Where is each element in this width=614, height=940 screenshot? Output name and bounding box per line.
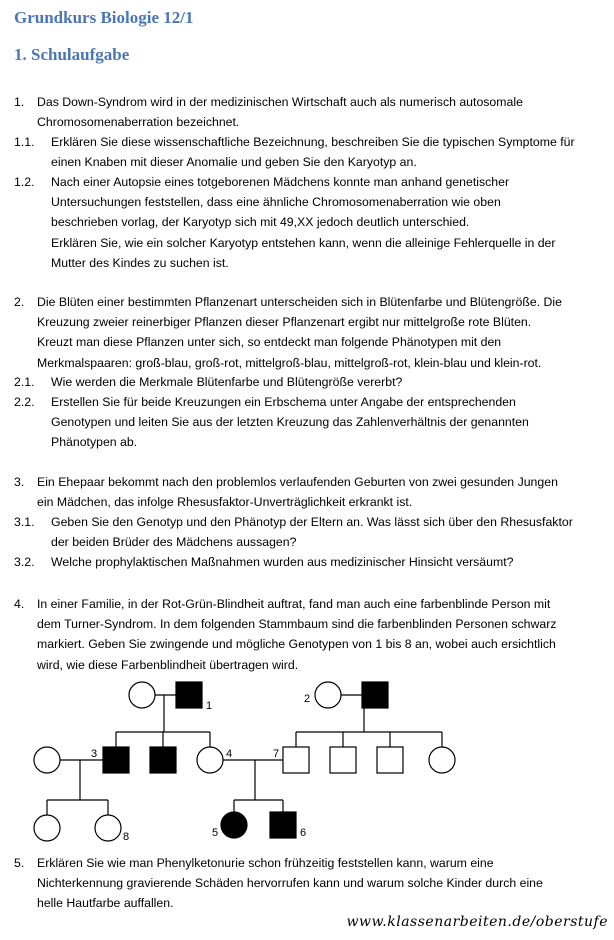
question-line: dem Turner-Syndrom. In dem folgenden Stammbaum sind die farbenblinden Personen schwarz xyxy=(37,617,557,632)
pedigree-label-6: 6 xyxy=(300,827,307,839)
question-number: 1. xyxy=(14,95,25,109)
question-number: 3.2. xyxy=(14,555,35,569)
question-line: Nach einer Autopsie eines totgeborenen Mädchens konnte man anhand genetischer xyxy=(51,175,510,189)
question-line: Das Down-Syndrom wird in der medizinischen Wirtschaft auch als numerisch autosomale xyxy=(37,95,523,109)
question-number: 2.1. xyxy=(14,375,35,389)
question-text xyxy=(51,132,575,172)
question-line: Nichterkennung gravierende Schäden hervorrufen kann und warum solche Kinder durch eine xyxy=(37,876,543,891)
question-line: Mutter des Kindes zu suchen ist. xyxy=(51,255,229,270)
question-line: Geben Sie den Genotyp und den Phänotyp der Eltern an. Was lässt sich über den Rhesusfaktor xyxy=(51,515,573,529)
pedigree-male-gen1-right xyxy=(362,682,388,708)
question-number: 1.2. xyxy=(14,175,35,189)
pedigree-male-gen2-c xyxy=(377,747,403,773)
pedigree-chart xyxy=(0,672,614,842)
question-line: Chromosomenaberration bezeichnet. xyxy=(37,115,240,130)
pedigree-female-gen1-left xyxy=(129,682,155,708)
pedigree-female-gen3-a xyxy=(34,815,60,841)
question-text xyxy=(51,552,513,572)
course-title: Grundkurs Biologie 12/1 xyxy=(14,8,194,27)
question-text xyxy=(51,172,555,273)
exam-title: 1. Schulaufgabe xyxy=(14,45,130,64)
question-line: Erklären Sie diese wissenschaftliche Bezeichnung, beschreiben Sie die typischen Symptome für xyxy=(51,135,575,149)
question-line: Erklären Sie wie man Phenylketonurie schon frühzeitig feststellen kann, warum eine xyxy=(37,856,494,870)
question-line: Merkmalspaaren: groß-blau, groß-rot, mittelgroß-blau, mittelgroß-rot, klein-blau und klein-rot. xyxy=(37,355,542,370)
question-line: Erstellen Sie für beide Kreuzungen ein Erbschema unter Angabe der entsprechenden xyxy=(51,395,516,409)
question-line: Erklären Sie, wie ein solcher Karyotyp entstehen kann, wenn die alleinige Fehlerquelle in der xyxy=(51,235,556,250)
question-line: In einer Familie, in der Rot-Grün-Blindheit auftrat, fand man auch eine farbenblinde Person mit xyxy=(37,597,551,611)
question-text xyxy=(51,392,529,453)
question-line: Kreuzung zweier reinerbiger Pflanzen dieser Pflanzenart ergibt nur mittelgroße rote Blüten. xyxy=(37,315,532,330)
question-number: 1.1. xyxy=(14,135,35,149)
question-text xyxy=(51,512,573,552)
question-line: Untersuchungen feststellen, dass eine ähnliche Chromosomenaberration wie oben xyxy=(51,195,501,210)
pedigree-label-7: 7 xyxy=(273,748,280,760)
question-number: 3. xyxy=(14,475,25,489)
question-line: helle Hautfarbe auffallen. xyxy=(37,896,174,911)
question-line: beschrieben vorlag, der Karyotyp sich mit 49,XX jedoch deutlich unterschied. xyxy=(51,215,470,230)
question-line: Die Blüten einer bestimmten Pflanzenart unterscheiden sich in Blütenfarbe und Blütengröße. Die xyxy=(37,295,562,309)
pedigree-female-4 xyxy=(197,747,223,773)
pedigree-label-5: 5 xyxy=(212,827,219,839)
question-line: Ein Ehepaar bekommt nach den problemlos verlaufenden Geburten von zwei gesunden Jungen xyxy=(37,475,558,489)
pedigree-female-8 xyxy=(95,815,121,841)
question-line: einen Knaben mit dieser Anomalie und geben Sie den Karyotyp an. xyxy=(51,155,417,170)
question-line: Kreuzt man diese Pflanzen unter sich, so entdeckt man folgende Phänotypen mit den xyxy=(37,335,502,350)
question-line: Wie werden die Merkmale Blütenfarbe und Blütengröße vererbt? xyxy=(51,375,403,389)
question-line: der beiden Brüder des Mädchens aussagen? xyxy=(51,535,297,550)
pedigree-label-4: 4 xyxy=(226,748,233,760)
question-text xyxy=(37,92,523,132)
footer-url: www.klassenarbeiten.de/oberstufe xyxy=(346,914,608,930)
question-text xyxy=(37,472,558,512)
pedigree-male-gen2-b xyxy=(330,747,356,773)
pedigree-male-7 xyxy=(283,747,309,773)
question-line: Genotypen und leiten Sie aus der letzten Kreuzung das Zahlenverhältnis der genannten xyxy=(51,415,529,430)
question-number: 3.1. xyxy=(14,515,35,529)
pedigree-female-gen2-spouse xyxy=(34,747,60,773)
pedigree-female-2 xyxy=(315,682,341,708)
question-number: 4. xyxy=(14,597,25,611)
question-number: 2.2. xyxy=(14,395,35,409)
question-line: markiert. Geben Sie zwingende und mögliche Genotypen von 1 bis 8 an, wobei auch ersichtlich xyxy=(37,637,556,652)
question-text xyxy=(37,853,543,914)
question-line: wird, wie diese Farbenblindheit übertragen wird. xyxy=(37,657,299,672)
pedigree-label-1: 1 xyxy=(206,700,213,712)
question-number: 2. xyxy=(14,295,25,309)
question-text xyxy=(51,372,402,392)
question-text xyxy=(37,292,562,373)
pedigree-label-2: 2 xyxy=(304,693,311,705)
question-line: Phänotypen ab. xyxy=(51,435,138,450)
pedigree-male-3 xyxy=(103,747,129,773)
pedigree-male-6 xyxy=(270,812,296,838)
question-line: ein Mädchen, das infolge Rhesusfaktor-Unverträglichkeit erkrankt ist. xyxy=(37,495,413,510)
pedigree-female-gen2-d xyxy=(429,747,455,773)
pedigree-female-5 xyxy=(221,812,247,838)
pedigree-label-3: 3 xyxy=(91,748,98,760)
pedigree-male-gen2-brother xyxy=(150,747,176,773)
question-line: Welche prophylaktischen Maßnahmen wurden aus medizinischer Hinsicht versäumt? xyxy=(51,555,514,569)
question-number: 5. xyxy=(14,856,25,870)
pedigree-male-1 xyxy=(176,682,202,708)
pedigree-label-8: 8 xyxy=(123,831,130,842)
question-text xyxy=(37,594,556,675)
